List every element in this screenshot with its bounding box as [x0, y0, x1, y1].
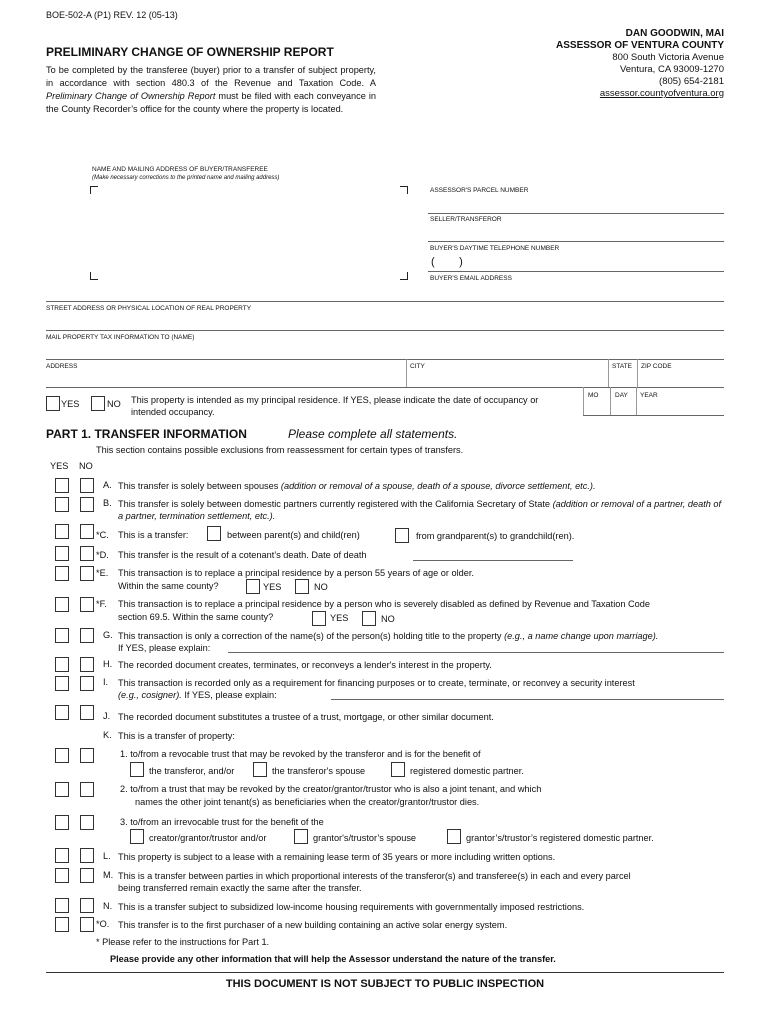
- divider: [636, 387, 637, 415]
- c-no-checkbox[interactable]: [80, 524, 94, 539]
- m-no-checkbox[interactable]: [80, 868, 94, 883]
- part1-provide: Please provide any other information that will help the Assessor understand the nature of the transfer.: [110, 954, 556, 964]
- buyer-name-note: (Make necessary corrections to the printed name and mailing address): [92, 175, 280, 181]
- k3b: grantor's/trustor’s spouse: [313, 833, 417, 843]
- part1-title: PART 1. TRANSFER INFORMATION: [46, 427, 247, 441]
- yes-header: YES: [50, 461, 69, 471]
- e-sub: Within the same county?: [118, 581, 219, 591]
- intro-part1: To be completed by the transferee (buyer) prior to a transfer of subject property, in accordance with section 480.3 of the Revenue and Taxation Code. A: [46, 65, 376, 88]
- k1-no-checkbox[interactable]: [80, 748, 94, 763]
- footer-divider: [46, 972, 724, 973]
- h-yes-checkbox[interactable]: [55, 657, 69, 672]
- f-text: This transaction is to replace a principal residence by a person who is severely disabled as defined by Revenue and Taxation Code: [118, 599, 650, 609]
- part1-desc: This section contains possible exclusions from reassessment for certain types of transfers.: [96, 445, 464, 455]
- j-no-checkbox[interactable]: [80, 705, 94, 720]
- a-text: [118, 480, 728, 492]
- a-yes-checkbox[interactable]: [55, 478, 69, 493]
- k2-text: 2. to/from a trust that may be revoked by the creator/grantor/trustor who is also a joint tenant, and which: [120, 784, 542, 794]
- j-text: The recorded document substitutes a trustee of a trust, mortgage, or other similar document.: [118, 712, 494, 722]
- c-text: This is a transfer:: [118, 530, 189, 540]
- email-label: BUYER'S EMAIL ADDRESS: [430, 275, 512, 282]
- residence-field: [46, 387, 724, 388]
- f-no-checkbox[interactable]: [80, 597, 94, 612]
- e-no-checkbox[interactable]: [80, 566, 94, 581]
- m-sub: being transferred remain exactly the same after the transfer.: [118, 883, 362, 893]
- k3c: grantor’s/trustor’s registered domestic partner.: [466, 833, 654, 843]
- k1-spouse-checkbox[interactable]: [253, 762, 267, 777]
- corner-mark: [90, 186, 98, 194]
- a-letter: A.: [103, 480, 112, 490]
- g-no-checkbox[interactable]: [80, 628, 94, 643]
- k-letter: K.: [103, 730, 112, 740]
- divider: [406, 359, 407, 387]
- f-sub: section 69.5. Within the same county?: [118, 612, 274, 622]
- form-number: BOE-502-A (P1) REV. 12 (05-13): [46, 10, 178, 20]
- assessor-block: [556, 28, 724, 100]
- c-yes-checkbox[interactable]: [55, 524, 69, 539]
- h-no-checkbox[interactable]: [80, 657, 94, 672]
- corner-mark: [400, 186, 408, 194]
- zip-label: ZIP CODE: [641, 363, 672, 370]
- assessor-street: 800 South Victoria Avenue: [612, 52, 724, 63]
- residence-no-checkbox[interactable]: [91, 396, 105, 411]
- k1b: the transferor's spouse: [272, 766, 366, 776]
- b-main: This transfer is solely between domestic partners currently registered with the California Secretary of State: [118, 499, 553, 509]
- residence-no-label: NO: [107, 399, 121, 409]
- c-parent-checkbox[interactable]: [207, 526, 221, 541]
- b-yes-checkbox[interactable]: [55, 497, 69, 512]
- f-yes-checkbox[interactable]: [55, 597, 69, 612]
- mail-field[interactable]: [46, 330, 724, 331]
- assessor-office: ASSESSOR OF VENTURA COUNTY: [556, 40, 724, 51]
- divider: [637, 359, 638, 387]
- divider: [608, 359, 609, 387]
- a-no-checkbox[interactable]: [80, 478, 94, 493]
- e-letter: *E.: [96, 568, 109, 578]
- d-letter: *D.: [96, 550, 109, 560]
- g-italic: (e.g., a name change upon marriage).: [504, 631, 659, 641]
- k3-yes-checkbox[interactable]: [55, 815, 69, 830]
- h-letter: H.: [103, 659, 113, 669]
- seller-field[interactable]: [428, 213, 724, 214]
- g-explain-field[interactable]: [228, 652, 724, 653]
- street-field[interactable]: [46, 301, 724, 302]
- i-sub-text: If YES, please explain:: [181, 690, 277, 700]
- corner-mark: [400, 272, 408, 280]
- i-letter: I.: [103, 677, 109, 687]
- intro-italic: Preliminary Change of Ownership Report: [46, 91, 216, 101]
- n-no-checkbox[interactable]: [80, 898, 94, 913]
- residence-text: This property is intended as my principal residence. If YES, please indicate the date of occupancy or intended occupancy.: [131, 395, 539, 417]
- e-county-no-checkbox[interactable]: [295, 579, 309, 594]
- seller-label: SELLER/TRANSFEROR: [430, 216, 502, 223]
- g-yes-checkbox[interactable]: [55, 628, 69, 643]
- f-letter: *F.: [96, 599, 107, 609]
- l-text: This property is subject to a lease with a remaining lease term of 35 years or more including written options.: [118, 852, 556, 862]
- form-title: PRELIMINARY CHANGE OF OWNERSHIP REPORT: [46, 45, 334, 59]
- i-yes-checkbox[interactable]: [55, 676, 69, 691]
- k3-spouse-checkbox[interactable]: [294, 829, 308, 844]
- c-letter: *C.: [96, 530, 109, 540]
- email-field[interactable]: [428, 271, 724, 272]
- phone-field[interactable]: [428, 241, 724, 242]
- state-label: STATE: [612, 363, 632, 370]
- a-main: This transfer is solely between spouses: [118, 481, 281, 491]
- k2b-text: names the other joint tenant(s) as beneficiaries when the creator/grantor/trustor dies.: [135, 797, 480, 807]
- corner-mark: [90, 272, 98, 280]
- assessor-name: DAN GOODWIN, MAI: [625, 28, 724, 39]
- k1c: registered domestic partner.: [410, 766, 524, 776]
- address-field[interactable]: [46, 359, 724, 360]
- f-county-no-checkbox[interactable]: [362, 611, 376, 626]
- k2-no-checkbox[interactable]: [80, 782, 94, 797]
- b-letter: B.: [103, 498, 112, 508]
- e-county-yes-checkbox[interactable]: [246, 579, 260, 594]
- footer-notice: THIS DOCUMENT IS NOT SUBJECT TO PUBLIC INSPECTION: [225, 978, 545, 990]
- m-text: This is a transfer between parties in which proportional interests of the transferor(s) and transferee(s) in each and every parcel: [118, 871, 631, 881]
- f-yes: YES: [330, 613, 349, 623]
- residence-yes-label: YES: [61, 399, 80, 409]
- d-no-checkbox[interactable]: [80, 546, 94, 561]
- i-sub: [118, 690, 277, 700]
- city-label: CITY: [410, 363, 425, 370]
- intro-part2: must be filed with each conveyance in the County Recorder’s office for the county where the property is located.: [46, 91, 376, 114]
- k3a: creator/grantor/trustor and/or: [149, 833, 267, 843]
- l-yes-checkbox[interactable]: [55, 848, 69, 863]
- e-no: NO: [314, 582, 328, 592]
- e-yes-checkbox[interactable]: [55, 566, 69, 581]
- k3-partner-checkbox[interactable]: [447, 829, 461, 844]
- b-italic: (addition or removal of a partner, death of a partner, termination settlement, etc.).: [118, 499, 722, 521]
- part1-subtitle: Please complete all statements.: [288, 427, 458, 441]
- assessor-phone: (805) 654-2181: [659, 76, 724, 87]
- l-no-checkbox[interactable]: [80, 848, 94, 863]
- divider: [610, 387, 611, 415]
- g-main: This transaction is only a correction of the name(s) of the person(s) holding title to the property: [118, 631, 505, 641]
- d-text: This transfer is the result of a cotenant’s death. Date of death: [118, 550, 367, 560]
- h-text: The recorded document creates, terminates, or reconveys a lender's interest in the property.: [118, 660, 492, 670]
- e-yes: YES: [263, 582, 282, 592]
- k1-yes-checkbox[interactable]: [55, 748, 69, 763]
- i-explain-field[interactable]: [331, 699, 724, 700]
- parcel-label: ASSESSOR'S PARCEL NUMBER: [430, 187, 529, 194]
- k1-partner-checkbox[interactable]: [391, 762, 405, 777]
- date-field[interactable]: [583, 415, 724, 416]
- k1a: the transferor, and/or: [149, 766, 235, 776]
- assessor-website[interactable]: assessor.countyofventura.org: [599, 88, 724, 99]
- address-label: ADDRESS: [46, 363, 78, 370]
- n-text: This is a transfer subject to subsidized low-income housing requirements with governmentally imposed restrictions.: [118, 902, 585, 912]
- k3-no-checkbox[interactable]: [80, 815, 94, 830]
- divider: [583, 387, 584, 415]
- g-sub: If YES, please explain:: [118, 643, 211, 653]
- day-label: DAY: [615, 392, 628, 399]
- intro-text: [46, 64, 376, 116]
- buyer-name-label: NAME AND MAILING ADDRESS OF BUYER/TRANSFEREE: [92, 166, 268, 173]
- o-yes-checkbox[interactable]: [55, 917, 69, 932]
- k1-text: 1. to/from a revocable trust that may be revoked by the transferor and is for the benefit of: [120, 749, 481, 759]
- o-text: This transfer is to the first purchaser of a new building containing an active solar energy system.: [118, 920, 508, 930]
- l-letter: L.: [103, 851, 111, 861]
- o-no-checkbox[interactable]: [80, 917, 94, 932]
- j-letter: J.: [103, 711, 111, 721]
- d-yes-checkbox[interactable]: [55, 546, 69, 561]
- part1-note: * Please refer to the instructions for Part 1.: [96, 937, 270, 947]
- d-date-field[interactable]: [413, 560, 573, 561]
- i-no-checkbox[interactable]: [80, 676, 94, 691]
- k1-transferor-checkbox[interactable]: [130, 762, 144, 777]
- i-text: This transaction is recorded only as a requirement for financing purposes or to create, terminate, or reconvey a security interest: [118, 678, 635, 688]
- o-letter: *O.: [96, 919, 110, 929]
- g-text: [118, 630, 728, 642]
- n-yes-checkbox[interactable]: [55, 898, 69, 913]
- n-letter: N.: [103, 901, 113, 911]
- street-label: STREET ADDRESS OR PHYSICAL LOCATION OF REAL PROPERTY: [46, 305, 252, 312]
- phone-label: BUYER'S DAYTIME TELEPHONE NUMBER: [430, 245, 560, 252]
- a-italic: (addition or removal of a spouse, death of a spouse, divorce settlement, etc.).: [280, 481, 596, 491]
- f-county-yes-checkbox[interactable]: [312, 611, 326, 626]
- m-letter: M.: [103, 870, 114, 880]
- c-grandparent-checkbox[interactable]: [395, 528, 409, 543]
- assessor-city: Ventura, CA 93009-1270: [619, 64, 724, 75]
- k3-text: 3. to/from an irrevocable trust for the benefit of the: [120, 817, 324, 827]
- k2-yes-checkbox[interactable]: [55, 782, 69, 797]
- mo-label: MO: [588, 392, 599, 399]
- i-italic: (e.g., cosigner).: [118, 690, 182, 700]
- mail-label: MAIL PROPERTY TAX INFORMATION TO (NAME): [46, 334, 195, 341]
- g-letter: G.: [103, 630, 113, 640]
- m-yes-checkbox[interactable]: [55, 868, 69, 883]
- k-text: This is a transfer of property:: [118, 731, 235, 741]
- j-yes-checkbox[interactable]: [55, 705, 69, 720]
- e-text: This transaction is to replace a principal residence by a person 55 years of age or older.: [118, 568, 474, 578]
- no-header: NO: [79, 461, 93, 471]
- b-no-checkbox[interactable]: [80, 497, 94, 512]
- c-opt2: from grandparent(s) to grandchild(ren).: [416, 531, 575, 541]
- phone-parens: ( ): [431, 256, 463, 268]
- residence-yes-checkbox[interactable]: [46, 396, 60, 411]
- k3-creator-checkbox[interactable]: [130, 829, 144, 844]
- b-text: [118, 498, 728, 522]
- c-opt1: between parent(s) and child(ren): [227, 530, 360, 540]
- f-no: NO: [381, 614, 395, 624]
- year-label: YEAR: [640, 392, 658, 399]
